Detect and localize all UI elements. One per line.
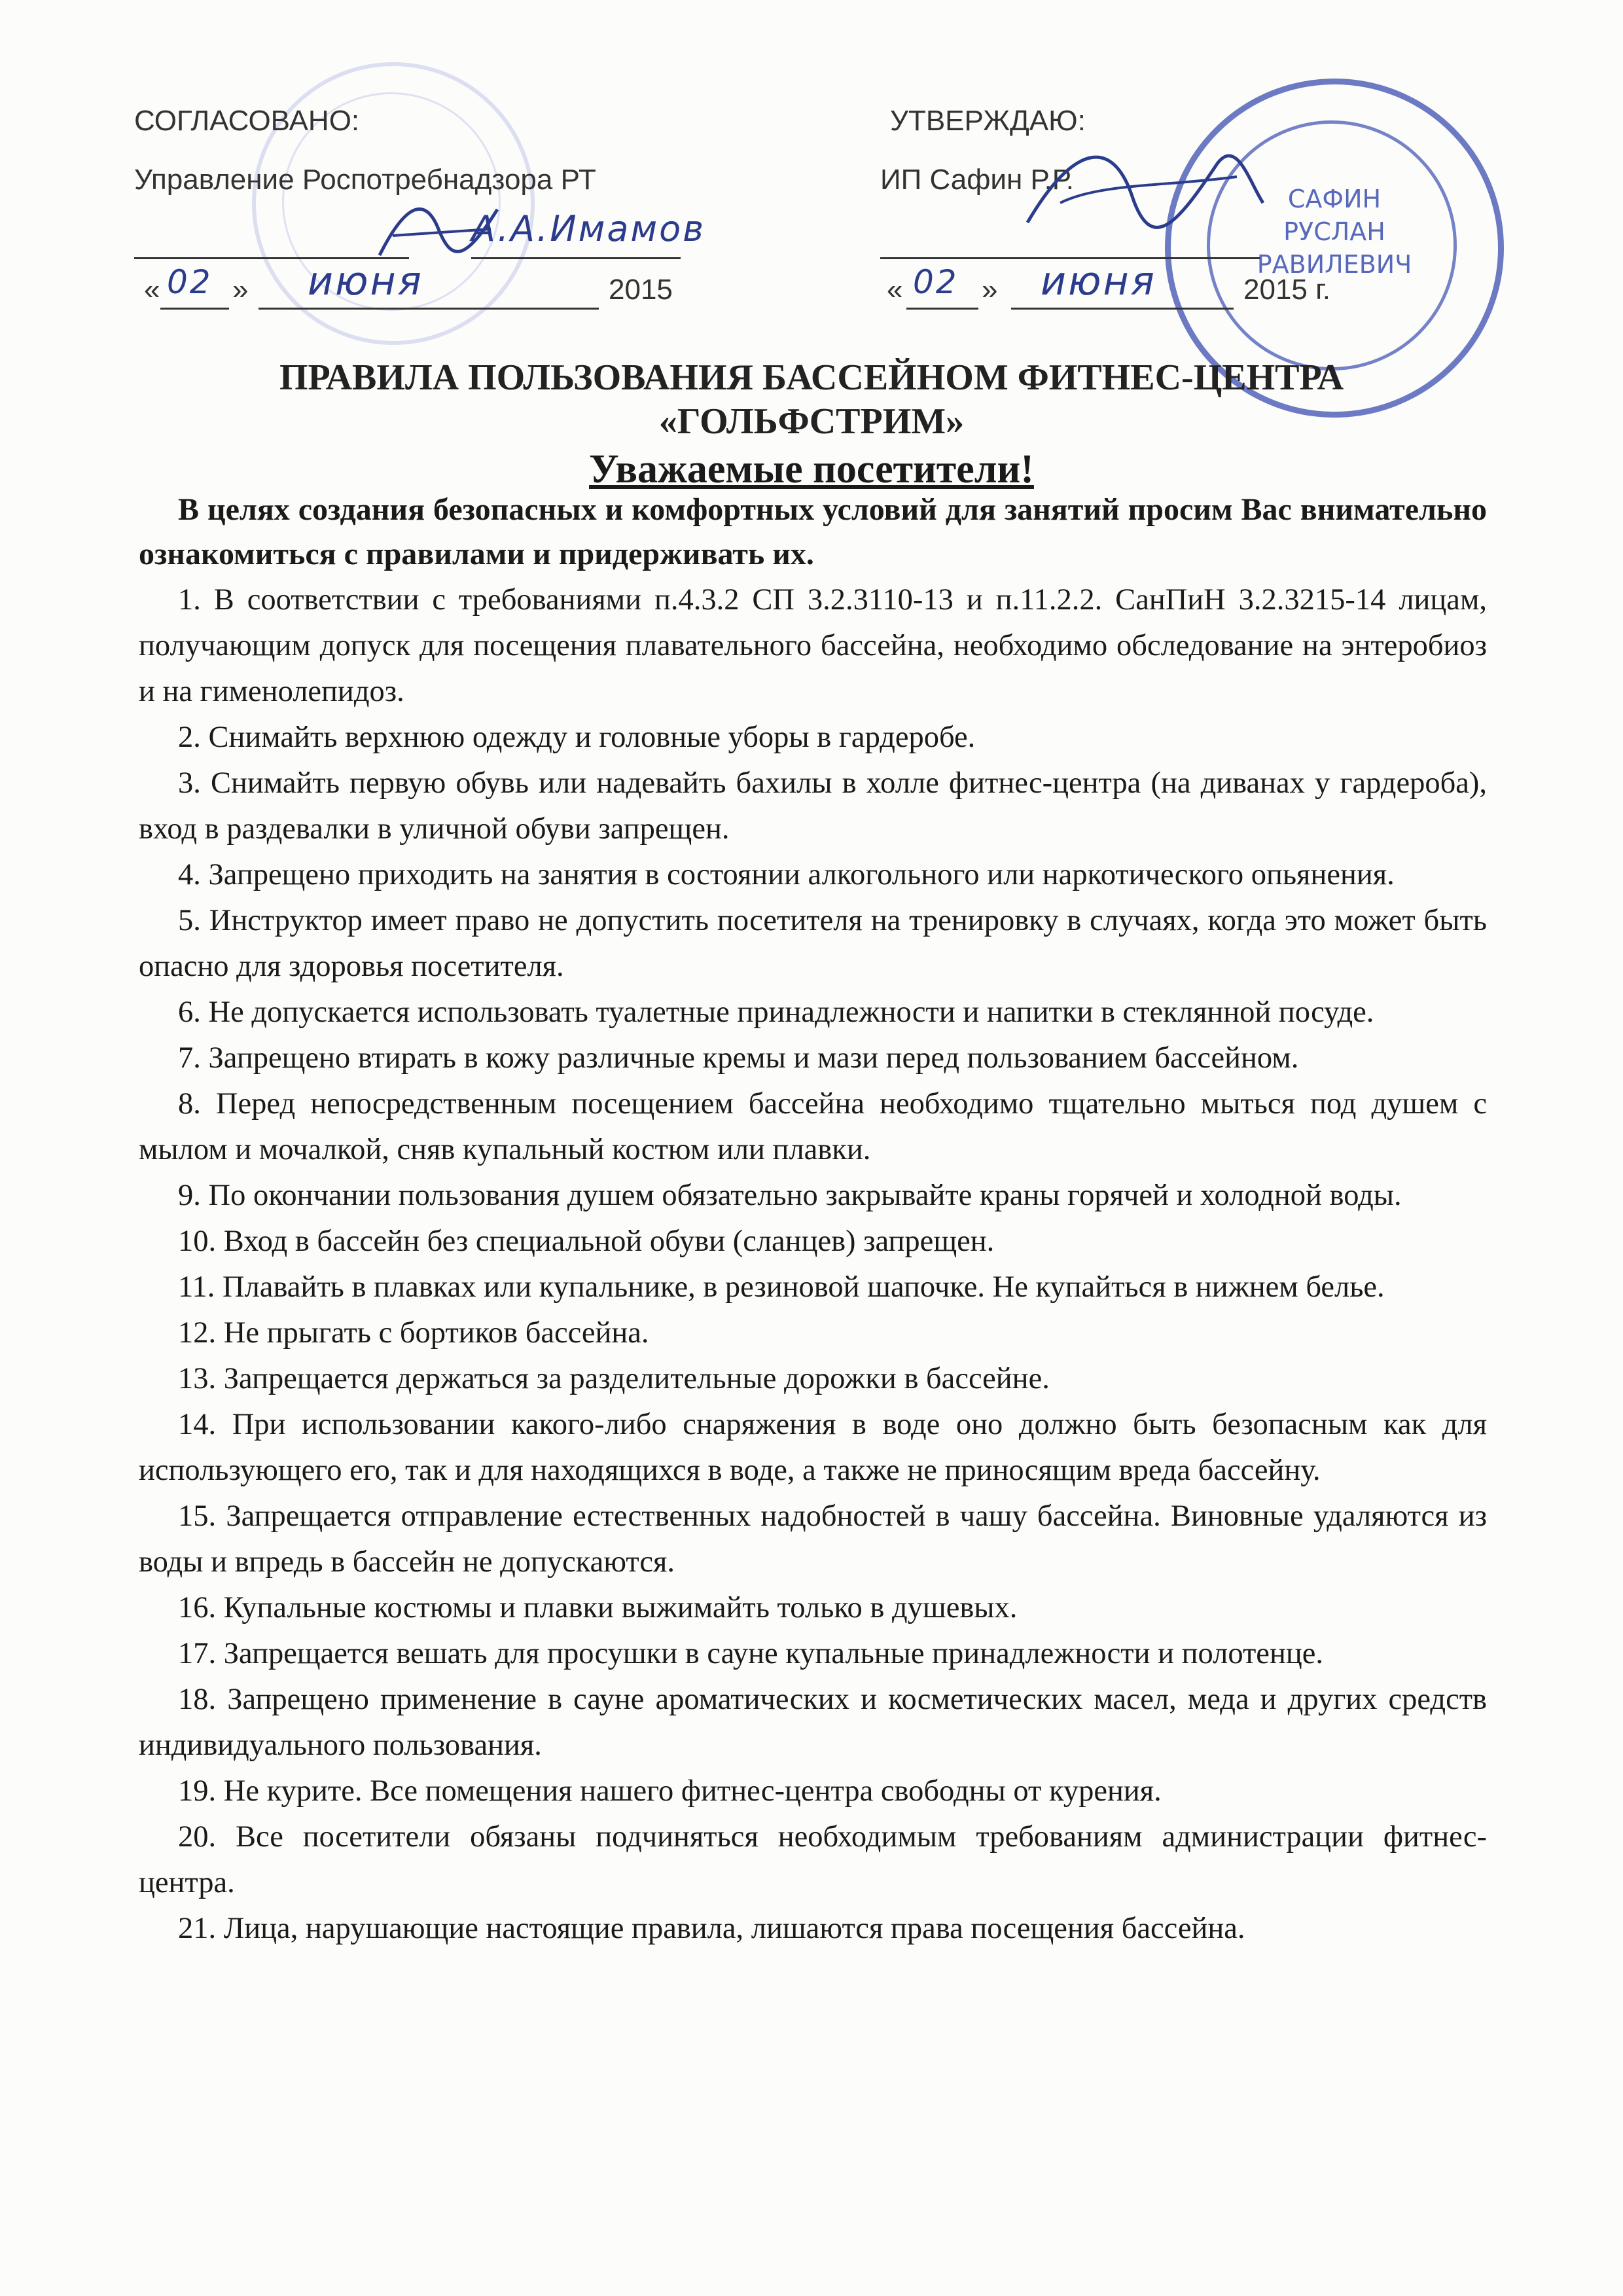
- rule-item: 13. Запрещается держаться за разделительные дорожки в бассейне.: [178, 1362, 1050, 1395]
- left-heading: СОГЛАСОВАНО:: [134, 105, 360, 137]
- stamp-text-line: РУСЛАН: [1283, 217, 1385, 246]
- rule-item: 17. Запрещается вешать для просушки в сауне купальные принадлежности и полотенце.: [178, 1637, 1323, 1670]
- left-day-line: [160, 308, 229, 310]
- right-day-line: [906, 308, 978, 310]
- rules-list: [139, 577, 1487, 1952]
- left-signature-name: А.А.Имамов: [471, 208, 706, 249]
- rule-item: 11. Плавайть в плавках или купальнике, в резиновой шапочке. Не купайться в нижнем белье.: [178, 1270, 1385, 1304]
- right-open-quote: «: [887, 274, 903, 306]
- right-heading: УТВЕРЖДАЮ:: [890, 105, 1086, 137]
- rule-item: 10. Вход в бассейн без специальной обуви (сланцев) запрещен.: [178, 1225, 995, 1258]
- greeting: Уважаемые посетители!: [589, 447, 1034, 492]
- left-year: 2015: [609, 274, 673, 306]
- stamp-text-line: РАВИЛЕВИЧ: [1257, 250, 1412, 279]
- rule-item: 1. В соответствии с требованиями п.4.3.2 СП 3.2.3110-13 и п.11.2.2. СанПиН 3.2.3215-14 лицам, получающим допуск для посещения плавательного бассейна, необходимо обследование на энтеробиоз и на гименолепидоз.: [139, 583, 1487, 708]
- rule-item: 8. Перед непосредственным посещением бассейна необходимо тщательно мыться под душем с мылом и мочалкой, сняв купальный костюм или плавки.: [139, 1087, 1487, 1166]
- rule-item: 2. Снимайть верхнюю одежду и головные уборы в гардеробе.: [178, 721, 976, 754]
- left-month: июня: [308, 259, 423, 304]
- document-title-name: «ГОЛЬФСТРИМ»: [658, 401, 965, 442]
- rule-item: 6. Не допускается использовать туалетные принадлежности и напитки в стеклянной посуде.: [178, 996, 1374, 1029]
- left-name-line: [471, 257, 681, 259]
- right-signature: [1021, 124, 1270, 255]
- rule-item: 5. Инструктор имеет право не допустить посетителя на тренировку в случаях, когда это может быть опасно для здоровья посетителя.: [139, 904, 1487, 983]
- left-day: 02: [167, 263, 213, 301]
- left-close-quote: »: [232, 274, 249, 306]
- rule-item: 9. По окончании пользования душем обязательно закрывайте краны горячей и холодной воды.: [178, 1179, 1402, 1212]
- rule-item: 3. Снимайть первую обувь или надевайть бахилы в холле фитнес-центра (на диванах у гардероба), вход в раздевалки в уличной обуви запрещен.: [139, 766, 1487, 846]
- rule-item: 15. Запрещается отправление естественных надобностей в чашу бассейна. Виновные удаляются из воды и впредь в бассейн не допускаются.: [139, 1499, 1487, 1579]
- rule-item: 14. При использовании какого-либо снаряжения в воде оно должно быть безопасным как для использующего его, так и для находящихся в воде, а также не приносящим вреда бассейну.: [139, 1408, 1487, 1487]
- document-title: ПРАВИЛА ПОЛЬЗОВАНИЯ БАССЕЙНОМ ФИТНЕС-ЦЕНТРА: [279, 357, 1344, 398]
- rule-item: 16. Купальные костюмы и плавки выжимайть только в душевых.: [178, 1591, 1018, 1624]
- stamp-text-line: САФИН: [1287, 185, 1382, 213]
- right-day: 02: [913, 263, 959, 301]
- rule-item: 12. Не прыгать с бортиков бассейна.: [178, 1316, 649, 1350]
- rule-item: 18. Запрещено применение в сауне ароматических и косметических масел, меда и других средств индивидуального пользования.: [139, 1683, 1487, 1762]
- rule-item: 20. Все посетители обязаны подчиняться необходимым требованиям администрации фитнес-центра.: [139, 1820, 1487, 1899]
- rule-item: 4. Запрещено приходить на занятия в состоянии алкогольного или наркотического опьянения.: [178, 858, 1395, 891]
- right-month: июня: [1041, 259, 1156, 304]
- rule-item: 19. Не курите. Все помещения нашего фитнес-центра свободны от курения.: [178, 1774, 1162, 1808]
- rule-item: 7. Запрещено втирать в кожу различные кремы и мази перед пользованием бассейном.: [178, 1041, 1299, 1075]
- right-close-quote: »: [982, 274, 998, 306]
- left-month-line: [259, 308, 599, 310]
- left-organization: Управление Роспотребнадзора РТ: [134, 164, 596, 196]
- left-open-quote: «: [144, 274, 160, 306]
- intro-paragraph: В целях создания безопасных и комфортных условий для занятий просим Вас внимательно ознакомиться с правилами и придерживать их.: [139, 492, 1487, 571]
- right-person: ИП Сафин Р.Р.: [880, 164, 1075, 196]
- rule-item: 21. Лица, нарушающие настоящие правила, лишаются права посещения бассейна.: [178, 1912, 1245, 1945]
- right-year: 2015 г.: [1243, 274, 1331, 306]
- right-month-line: [1011, 308, 1234, 310]
